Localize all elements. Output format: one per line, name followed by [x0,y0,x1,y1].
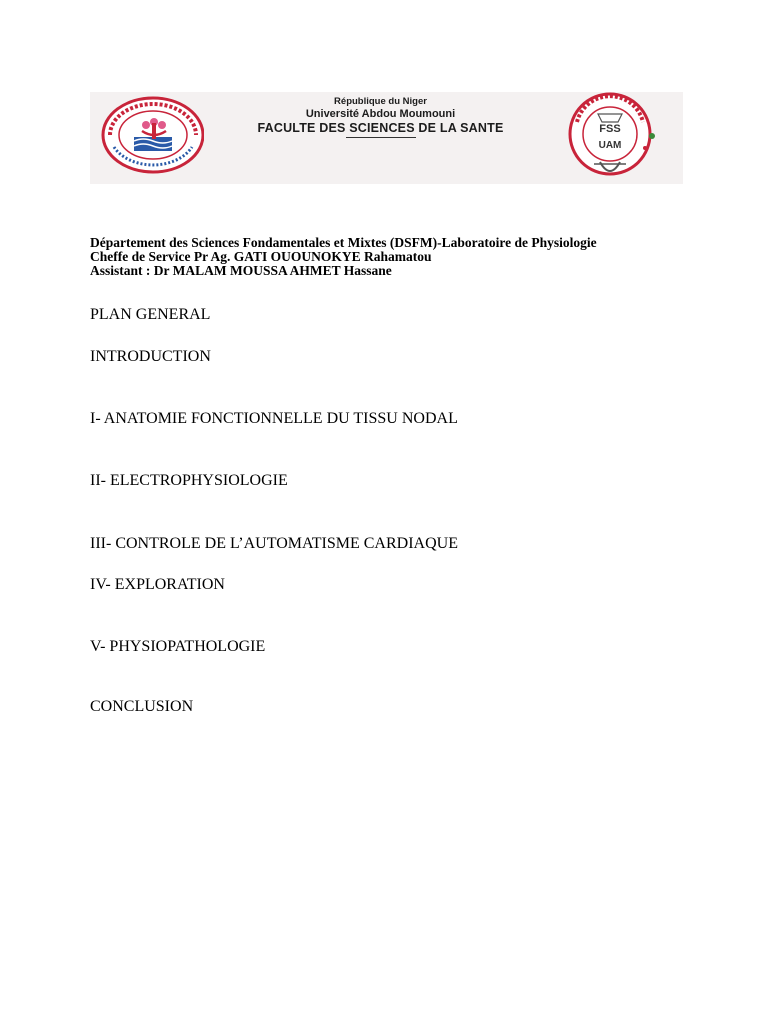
university-heading: Université Abdou Moumouni [305,108,456,120]
left-seal-text: UNIVERSITE ABDOU MOUMOUNI · Excellence Savoir Solidarité Paix [98,95,128,96]
assistant-line: Assistant : Dr MALAM MOUSSA AHMET Hassane [90,263,392,278]
letterhead-banner [90,92,683,184]
plan-item-physiopathologie: V- PHYSIOPATHOLOGIE [90,638,266,655]
faculty-seal-logo [560,92,670,184]
head-of-service-line: Cheffe de Service Pr Ag. GATI OUOUNOKYE Rahamatou [90,249,432,264]
republic-heading: République du Niger [334,96,427,107]
svg-text:UAM: UAM [598,140,622,151]
plan-item-exploration: IV- EXPLORATION [90,576,225,593]
plan-item-anatomie: I- ANATOMIE FONCTIONNELLE DU TISSU NODAL [90,410,458,427]
faculty-heading: FACULTE DES SCIENCES DE LA SANTE [257,121,504,135]
plan-item-electrophysiologie: II- ELECTROPHYSIOLOGIE [90,472,288,489]
svg-text:FSS: FSS [599,123,621,135]
department-line: Département des Sciences Fondamentales et Mixtes (DSFM)-Laboratoire de Physiologie [90,235,597,250]
university-seal-logo [98,95,204,175]
heading-underline [346,137,416,138]
department-info [90,236,597,278]
plan-title: PLAN GENERAL [90,306,211,323]
right-seal-text: FACULTE DES SCIENCES DE LA SANTE · FSS · UAM · NIAMEY · NIGER [560,92,593,93]
plan-item-controle: III- CONTROLE DE L’AUTOMATISME CARDIAQUE [90,535,458,552]
plan-item-conclusion: CONCLUSION [90,698,194,715]
plan-item-introduction: INTRODUCTION [90,348,211,365]
